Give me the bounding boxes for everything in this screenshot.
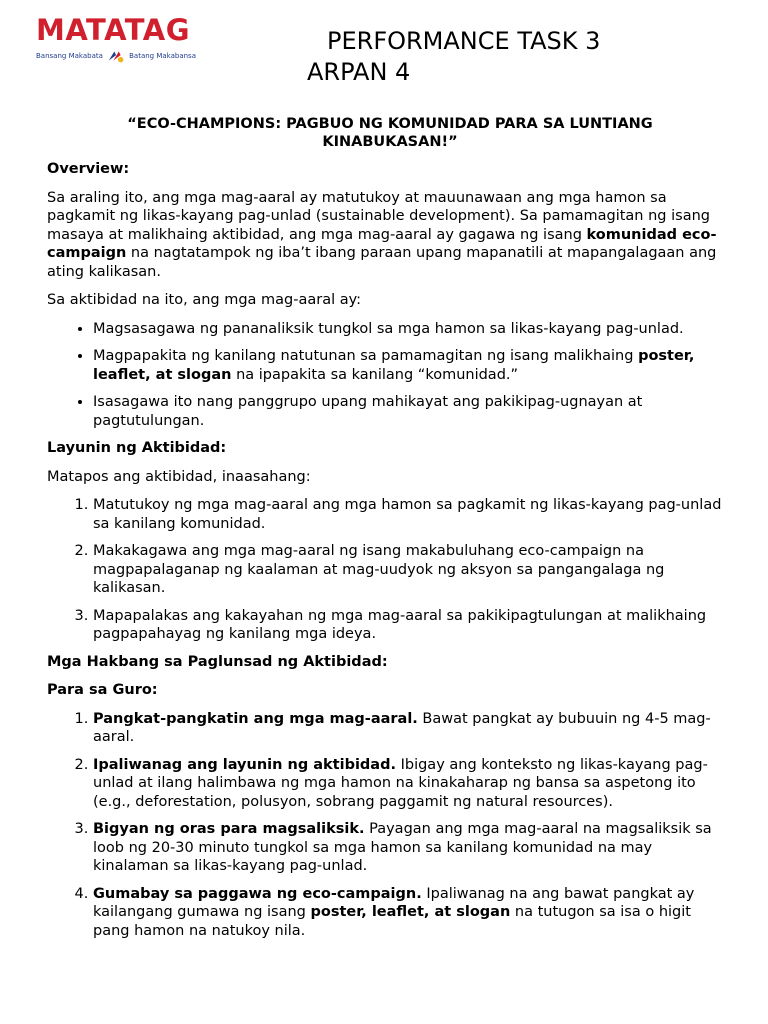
step-bold: Gumabay sa paggawa ng eco-campaign.	[93, 885, 422, 902]
step-bold: poster, leaflet, at slogan	[310, 904, 511, 920]
bullet-bold: poster, leaflet, at slogan	[93, 348, 695, 383]
overview-bold: komunidad eco-campaign	[47, 226, 717, 261]
step-item	[93, 885, 727, 941]
guro-heading: Para sa Guro:	[47, 682, 158, 698]
bullet-text: Magpapakita ng kanilang natutunan sa pamamagitan ng isang malikhaing	[93, 348, 639, 364]
activity-title: “ECO-CHAMPIONS: PAGBUO NG KOMUNIDAD PARA SA LUNTIANG KINABUKASAN!”	[127, 116, 653, 150]
overview-heading: Overview:	[47, 161, 130, 177]
step-text: Ipaliwanag na ang bawat pangkat ay kailangang gumawa ng isang	[93, 885, 695, 920]
step-bold: Pangkat-pangkatin ang mga mag-aaral.	[93, 710, 418, 727]
hakbang-heading: Mga Hakbang sa Paglunsad ng Aktibidad:	[47, 653, 388, 670]
logo-hands-icon	[107, 49, 125, 63]
logo-tag-right: Batang Makabansa	[129, 52, 196, 60]
layunin-intro: Matapos ang aktibidad, inaasahang:	[47, 468, 311, 485]
logo-tag-left: Bansang Makabata	[36, 52, 103, 60]
step-text: Bawat pangkat ay bubuuin ng 4-5 mag-aaral.	[93, 710, 711, 745]
task-title: PERFORMANCE TASK 3	[327, 27, 601, 55]
overview-intro: Sa aktibidad na ito, ang mga mag-aaral ay:	[47, 292, 362, 308]
logo-tagline	[36, 49, 196, 63]
layunin-item: 2. Makakagawa ang mga mag-aaral ng isang makabuluhang eco-campaign na magpapalaganap ng kaalaman at mag-uudyok ng aksyon sa pangangalaga ng kalikasan.	[93, 542, 727, 598]
subject-title: ARPAN 4	[307, 58, 411, 86]
overview-bullets	[47, 320, 727, 431]
step-item	[93, 710, 727, 747]
step-text: na tutugon sa isa o higit pang hamon na natukoy nila.	[93, 904, 691, 939]
document-body	[47, 160, 727, 949]
bullet-item: • Magsasagawa ng pananaliksik tungkol sa mga hamon sa likas-kayang pag-unlad.	[93, 320, 727, 339]
hakbang-list	[47, 710, 727, 941]
step-text: Payagan ang mga mag-aaral na magsaliksik sa loob ng 20-30 minuto tungkol sa mga hamon sa kanilang komunidad na may kinalaman sa likas-kayang pag-unlad.	[93, 821, 712, 874]
overview-text-1: Sa araling ito, ang mga mag-aaral ay matutukoy at mauunawaan ang mga hamon sa pagkamit ng likas-kayang pag-unlad (sustainable development). Sa pamamagitan ng isang masaya at malikhaing aktibidad, ang mga mag-aaral ay gagawa ng isang	[47, 189, 710, 243]
bullet-text: na ipapakita sa kanilang “komunidad.”	[231, 366, 519, 383]
step-bold: Ipaliwanag ang layunin ng aktibidad.	[93, 756, 396, 773]
step-text: Ibigay ang konteksto ng likas-kayang pag-unlad at ilang halimbawa ng mga hamon na kinakaharap ng bansa sa aspetong ito (e.g., deforestation, polusyon, sobrang paggamit ng natural resources).	[93, 756, 708, 810]
step-bold: Bigyan ng oras para magsaliksik.	[93, 821, 365, 837]
overview-text-2: na nagtatampok ng iba’t ibang paraan upang mapanatili at mapangalagaan ang ating kalikasan.	[47, 245, 717, 280]
layunin-list	[47, 496, 727, 644]
bullet-item: • Isasagawa ito nang panggrupo upang mahikayat ang pakikipag-ugnayan at pagtutulungan.	[93, 393, 727, 430]
layunin-item: 1. Matutukoy ng mga mag-aaral ang mga hamon sa pagkamit ng likas-kayang pag-unlad sa kanilang komunidad.	[93, 496, 727, 533]
bullet-item	[93, 347, 727, 384]
layunin-item: 3. Mapapalakas ang kakayahan ng mga mag-aaral sa pakikipagtulungan at malikhaing pagpapahayag ng kanilang mga ideya.	[93, 607, 727, 644]
step-item	[93, 756, 727, 812]
layunin-heading: Layunin ng Aktibidad:	[47, 440, 227, 456]
matatag-logo	[36, 13, 196, 68]
logo-wordmark: MATATAG	[36, 13, 191, 47]
step-item	[93, 820, 727, 876]
overview-paragraph	[47, 189, 727, 282]
